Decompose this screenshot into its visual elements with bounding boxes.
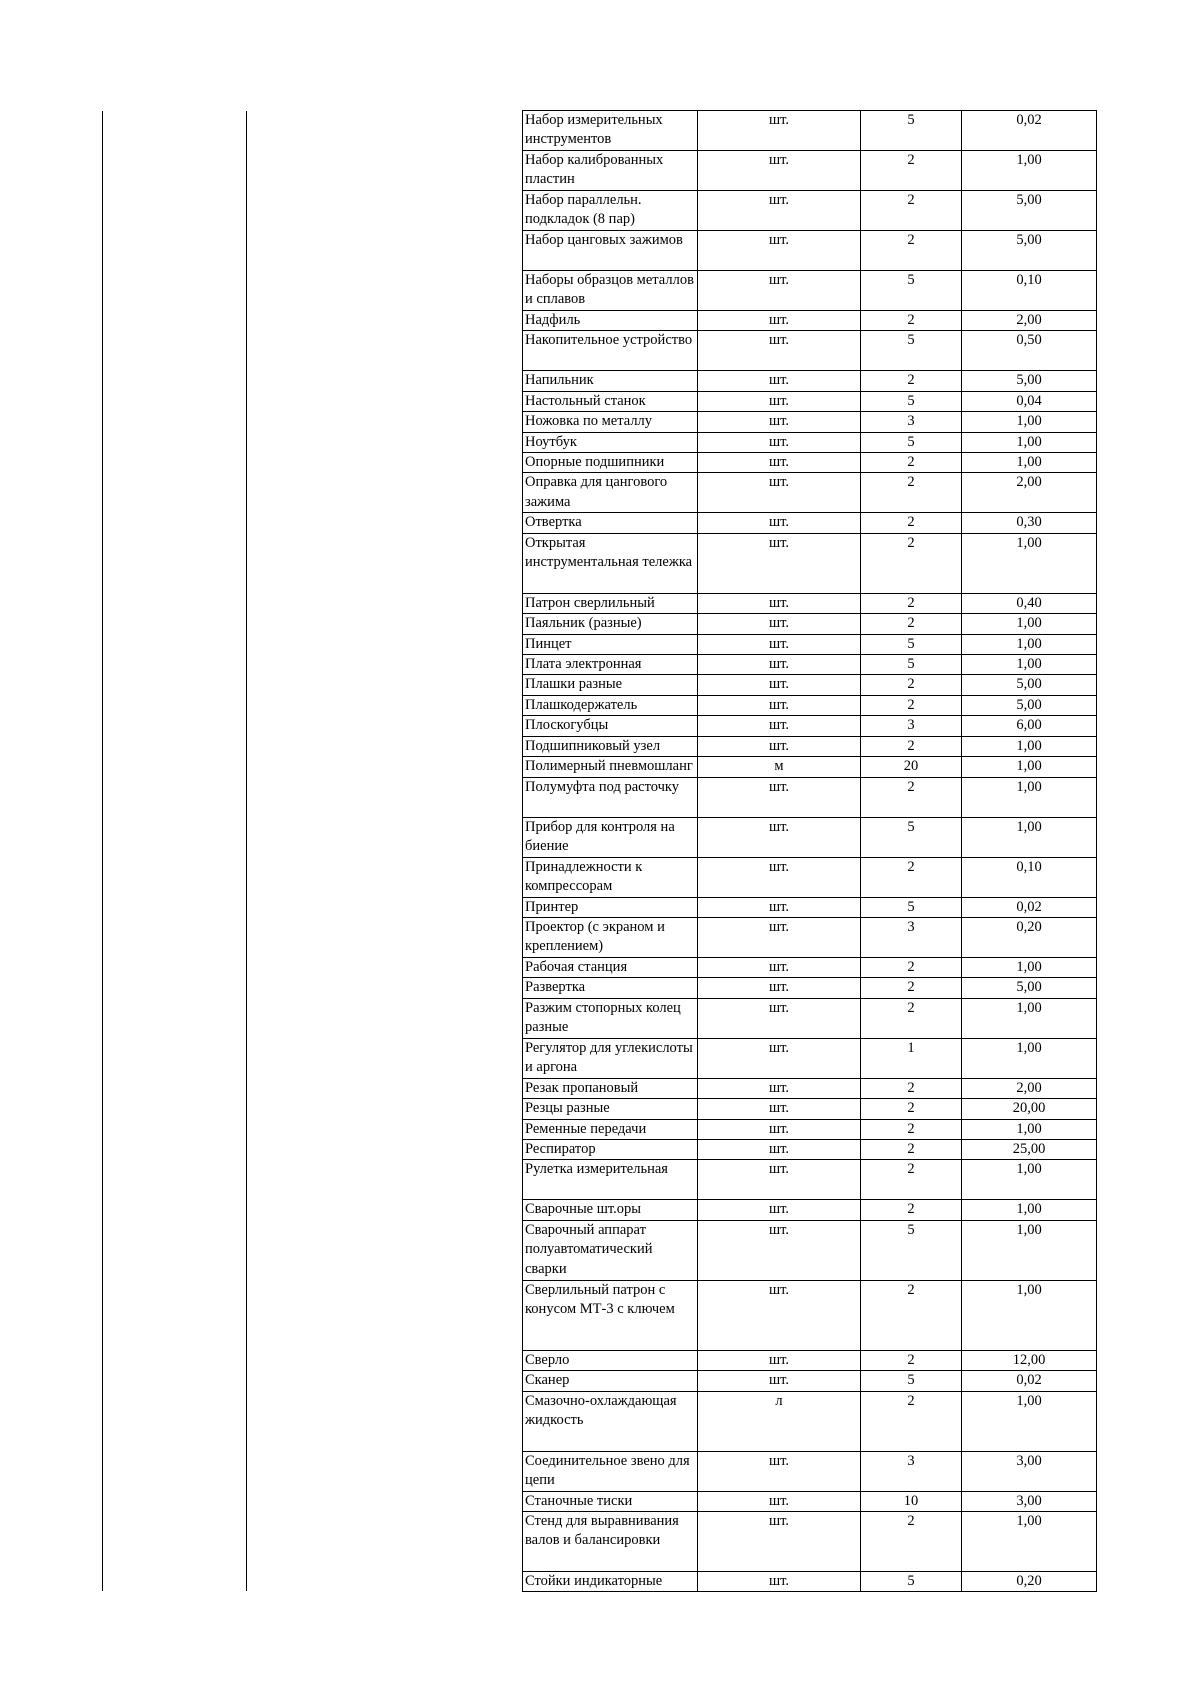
unit-cell: шт. (698, 1511, 861, 1571)
item-name-cell: Резак пропановый (523, 1078, 698, 1098)
table-row (523, 957, 1097, 977)
value-cell: 1,00 (962, 1200, 1097, 1220)
unit-cell: шт. (698, 432, 861, 452)
unit-cell: шт. (698, 1099, 861, 1119)
unit-cell: шт. (698, 1350, 861, 1370)
table-row (523, 634, 1097, 654)
unit-cell: шт. (698, 1220, 861, 1280)
quantity-cell: 5 (861, 1220, 962, 1280)
value-cell: 1,00 (962, 1391, 1097, 1451)
unit-cell: шт. (698, 1160, 861, 1200)
quantity-cell: 10 (861, 1491, 962, 1511)
quantity-cell: 5 (861, 432, 962, 452)
quantity-cell: 2 (861, 453, 962, 473)
unit-cell: шт. (698, 412, 861, 432)
unit-cell: шт. (698, 817, 861, 857)
item-name-cell: Опорные подшипники (523, 453, 698, 473)
quantity-cell: 5 (861, 271, 962, 311)
quantity-cell: 2 (861, 1280, 962, 1350)
item-name-cell: Проектор (с экраном и креплением) (523, 917, 698, 957)
unit-cell: шт. (698, 1280, 861, 1350)
table-row (523, 453, 1097, 473)
item-name-cell: Напильник (523, 371, 698, 391)
value-cell: 5,00 (962, 695, 1097, 715)
value-cell: 0,02 (962, 1371, 1097, 1391)
value-cell: 0,04 (962, 391, 1097, 411)
quantity-cell: 2 (861, 978, 962, 998)
table-row (523, 271, 1097, 311)
table-row (523, 111, 1097, 151)
table-row (523, 1280, 1097, 1350)
table-row (523, 817, 1097, 857)
quantity-cell: 2 (861, 857, 962, 897)
quantity-cell: 2 (861, 614, 962, 634)
unit-cell: шт. (698, 777, 861, 817)
item-name-cell: Набор параллельн. подкладок (8 пар) (523, 191, 698, 231)
value-cell: 5,00 (962, 231, 1097, 271)
item-name-cell: Принадлежности к компрессорам (523, 857, 698, 897)
value-cell: 1,00 (962, 533, 1097, 593)
value-cell: 1,00 (962, 412, 1097, 432)
unit-cell: шт. (698, 634, 861, 654)
unit-cell: шт. (698, 1200, 861, 1220)
unit-cell: шт. (698, 593, 861, 613)
quantity-cell: 2 (861, 695, 962, 715)
table-row (523, 473, 1097, 513)
item-name-cell: Оправка для цангового зажима (523, 473, 698, 513)
quantity-cell: 3 (861, 716, 962, 736)
unit-cell: шт. (698, 1078, 861, 1098)
item-name-cell: Ножовка по металлу (523, 412, 698, 432)
unit-cell: шт. (698, 1139, 861, 1159)
item-name-cell: Резцы разные (523, 1099, 698, 1119)
value-cell: 3,00 (962, 1451, 1097, 1491)
table-row (523, 1078, 1097, 1098)
item-name-cell: Подшипниковый узел (523, 736, 698, 756)
value-cell: 1,00 (962, 432, 1097, 452)
item-name-cell: Соединительное звено для цепи (523, 1451, 698, 1491)
table-row (523, 1139, 1097, 1159)
table-row (523, 191, 1097, 231)
quantity-cell: 2 (861, 533, 962, 593)
item-name-cell: Ноутбук (523, 432, 698, 452)
quantity-cell: 20 (861, 757, 962, 777)
table-row (523, 1571, 1097, 1591)
item-name-cell: Отвертка (523, 513, 698, 533)
table-row (523, 593, 1097, 613)
table-row (523, 736, 1097, 756)
value-cell: 5,00 (962, 191, 1097, 231)
item-name-cell: Полимерный пневмошланг (523, 757, 698, 777)
unit-cell: шт. (698, 1451, 861, 1491)
table-row (523, 1511, 1097, 1571)
unit-cell: шт. (698, 736, 861, 756)
value-cell: 0,20 (962, 1571, 1097, 1591)
value-cell: 0,30 (962, 513, 1097, 533)
quantity-cell: 5 (861, 1371, 962, 1391)
value-cell: 1,00 (962, 614, 1097, 634)
value-cell: 1,00 (962, 1038, 1097, 1078)
quantity-cell: 2 (861, 513, 962, 533)
value-cell: 2,00 (962, 311, 1097, 331)
quantity-cell: 2 (861, 1160, 962, 1200)
table-row (523, 311, 1097, 331)
item-name-cell: Настольный станок (523, 391, 698, 411)
value-cell: 1,00 (962, 736, 1097, 756)
table-row (523, 777, 1097, 817)
equipment-table (522, 110, 1097, 1592)
item-name-cell: Респиратор (523, 1139, 698, 1159)
item-name-cell: Разжим стопорных колец разные (523, 998, 698, 1038)
value-cell: 0,02 (962, 897, 1097, 917)
unit-cell: шт. (698, 857, 861, 897)
quantity-cell: 2 (861, 777, 962, 817)
quantity-cell: 2 (861, 473, 962, 513)
table-row (523, 857, 1097, 897)
quantity-cell: 2 (861, 957, 962, 977)
table-row (523, 897, 1097, 917)
value-cell: 6,00 (962, 716, 1097, 736)
unit-cell: шт. (698, 391, 861, 411)
unit-cell: шт. (698, 897, 861, 917)
unit-cell: шт. (698, 1491, 861, 1511)
table-row (523, 1350, 1097, 1370)
value-cell: 12,00 (962, 1350, 1097, 1370)
item-name-cell: Плашкодержатель (523, 695, 698, 715)
table-row (523, 978, 1097, 998)
item-name-cell: Патрон сверлильный (523, 593, 698, 613)
item-name-cell: Открытая инструментальная тележка (523, 533, 698, 593)
item-name-cell: Плашки разные (523, 675, 698, 695)
unit-cell: шт. (698, 371, 861, 391)
value-cell: 2,00 (962, 473, 1097, 513)
unit-cell: шт. (698, 614, 861, 634)
value-cell: 0,10 (962, 857, 1097, 897)
value-cell: 1,00 (962, 1119, 1097, 1139)
left-column-border (102, 111, 103, 1591)
quantity-cell: 2 (861, 191, 962, 231)
quantity-cell: 5 (861, 634, 962, 654)
item-name-cell: Плата электронная (523, 655, 698, 675)
unit-cell: шт. (698, 111, 861, 151)
quantity-cell: 2 (861, 1391, 962, 1451)
value-cell: 0,20 (962, 917, 1097, 957)
value-cell: 0,10 (962, 271, 1097, 311)
quantity-cell: 2 (861, 1200, 962, 1220)
value-cell: 3,00 (962, 1491, 1097, 1511)
quantity-cell: 2 (861, 1119, 962, 1139)
value-cell: 1,00 (962, 151, 1097, 191)
unit-cell: шт. (698, 716, 861, 736)
item-name-cell: Принтер (523, 897, 698, 917)
item-name-cell: Сканер (523, 1371, 698, 1391)
unit-cell: шт. (698, 1371, 861, 1391)
item-name-cell: Станочные тиски (523, 1491, 698, 1511)
quantity-cell: 2 (861, 311, 962, 331)
table-row (523, 151, 1097, 191)
value-cell: 1,00 (962, 998, 1097, 1038)
unit-cell: шт. (698, 675, 861, 695)
quantity-cell: 3 (861, 412, 962, 432)
table-row (523, 1451, 1097, 1491)
table-row (523, 695, 1097, 715)
unit-cell: шт. (698, 331, 861, 371)
table-row (523, 371, 1097, 391)
unit-cell: шт. (698, 311, 861, 331)
value-cell: 2,00 (962, 1078, 1097, 1098)
quantity-cell: 5 (861, 655, 962, 675)
unit-cell: л (698, 1391, 861, 1451)
quantity-cell: 2 (861, 998, 962, 1038)
quantity-cell: 2 (861, 1078, 962, 1098)
value-cell: 1,00 (962, 655, 1097, 675)
table-row (523, 614, 1097, 634)
quantity-cell: 5 (861, 897, 962, 917)
unit-cell: шт. (698, 998, 861, 1038)
value-cell: 1,00 (962, 777, 1097, 817)
middle-column-border (246, 111, 247, 1591)
item-name-cell: Стенд для выравнивания валов и балансировки (523, 1511, 698, 1571)
unit-cell: шт. (698, 271, 861, 311)
value-cell: 1,00 (962, 1511, 1097, 1571)
value-cell: 20,00 (962, 1099, 1097, 1119)
unit-cell: шт. (698, 533, 861, 593)
item-name-cell: Плоскогубцы (523, 716, 698, 736)
item-name-cell: Паяльник (разные) (523, 614, 698, 634)
quantity-cell: 2 (861, 593, 962, 613)
quantity-cell: 1 (861, 1038, 962, 1078)
unit-cell: шт. (698, 513, 861, 533)
item-name-cell: Регулятор для углекислоты и аргона (523, 1038, 698, 1078)
table-row (523, 1119, 1097, 1139)
item-name-cell: Набор цанговых зажимов (523, 231, 698, 271)
value-cell: 0,02 (962, 111, 1097, 151)
quantity-cell: 2 (861, 371, 962, 391)
quantity-cell: 5 (861, 111, 962, 151)
table-row (523, 917, 1097, 957)
table-row (523, 1391, 1097, 1451)
value-cell: 0,50 (962, 331, 1097, 371)
table-row (523, 1371, 1097, 1391)
table-row (523, 655, 1097, 675)
table-row (523, 1038, 1097, 1078)
table-row (523, 998, 1097, 1038)
unit-cell: шт. (698, 978, 861, 998)
table-row (523, 1200, 1097, 1220)
table-row (523, 1099, 1097, 1119)
unit-cell: шт. (698, 191, 861, 231)
unit-cell: м (698, 757, 861, 777)
quantity-cell: 3 (861, 917, 962, 957)
quantity-cell: 5 (861, 1571, 962, 1591)
unit-cell: шт. (698, 655, 861, 675)
quantity-cell: 5 (861, 331, 962, 371)
unit-cell: шт. (698, 1571, 861, 1591)
quantity-cell: 2 (861, 1099, 962, 1119)
table-row (523, 1220, 1097, 1280)
value-cell: 5,00 (962, 675, 1097, 695)
quantity-cell: 2 (861, 736, 962, 756)
item-name-cell: Сверлильный патрон с конусом МТ-3 с ключем (523, 1280, 698, 1350)
item-name-cell: Наборы образцов металлов и сплавов (523, 271, 698, 311)
unit-cell: шт. (698, 1038, 861, 1078)
quantity-cell: 5 (861, 391, 962, 411)
unit-cell: шт. (698, 1119, 861, 1139)
value-cell: 1,00 (962, 1280, 1097, 1350)
equipment-table-body (523, 111, 1097, 1592)
item-name-cell: Стойки индикаторные (523, 1571, 698, 1591)
table-row (523, 331, 1097, 371)
quantity-cell: 2 (861, 1139, 962, 1159)
table-row (523, 1160, 1097, 1200)
table-row (523, 533, 1097, 593)
item-name-cell: Смазочно-охлаждающая жидкость (523, 1391, 698, 1451)
value-cell: 0,40 (962, 593, 1097, 613)
item-name-cell: Сварочный аппарат полуавтоматический сварки (523, 1220, 698, 1280)
quantity-cell: 2 (861, 1350, 962, 1370)
item-name-cell: Рабочая станция (523, 957, 698, 977)
value-cell: 1,00 (962, 1160, 1097, 1200)
value-cell: 1,00 (962, 817, 1097, 857)
item-name-cell: Накопительное устройство (523, 331, 698, 371)
unit-cell: шт. (698, 151, 861, 191)
item-name-cell: Полумуфта под расточку (523, 777, 698, 817)
quantity-cell: 3 (861, 1451, 962, 1491)
item-name-cell: Набор измерительных инструментов (523, 111, 698, 151)
value-cell: 5,00 (962, 371, 1097, 391)
table-row (523, 757, 1097, 777)
value-cell: 25,00 (962, 1139, 1097, 1159)
table-row (523, 391, 1097, 411)
value-cell: 1,00 (962, 757, 1097, 777)
table-row (523, 716, 1097, 736)
item-name-cell: Сварочные шт.оры (523, 1200, 698, 1220)
item-name-cell: Прибор для контроля на биение (523, 817, 698, 857)
unit-cell: шт. (698, 231, 861, 271)
item-name-cell: Надфиль (523, 311, 698, 331)
value-cell: 1,00 (962, 1220, 1097, 1280)
item-name-cell: Развертка (523, 978, 698, 998)
value-cell: 1,00 (962, 634, 1097, 654)
unit-cell: шт. (698, 695, 861, 715)
unit-cell: шт. (698, 473, 861, 513)
item-name-cell: Сверло (523, 1350, 698, 1370)
item-name-cell: Набор калиброванных пластин (523, 151, 698, 191)
item-name-cell: Ременные передачи (523, 1119, 698, 1139)
value-cell: 1,00 (962, 453, 1097, 473)
unit-cell: шт. (698, 917, 861, 957)
item-name-cell: Пинцет (523, 634, 698, 654)
table-row (523, 1491, 1097, 1511)
value-cell: 1,00 (962, 957, 1097, 977)
quantity-cell: 5 (861, 817, 962, 857)
unit-cell: шт. (698, 453, 861, 473)
value-cell: 5,00 (962, 978, 1097, 998)
table-row (523, 432, 1097, 452)
unit-cell: шт. (698, 957, 861, 977)
quantity-cell: 2 (861, 675, 962, 695)
quantity-cell: 2 (861, 231, 962, 271)
table-row (523, 412, 1097, 432)
table-row (523, 513, 1097, 533)
item-name-cell: Рулетка измерительная (523, 1160, 698, 1200)
quantity-cell: 2 (861, 151, 962, 191)
quantity-cell: 2 (861, 1511, 962, 1571)
table-row (523, 231, 1097, 271)
table-row (523, 675, 1097, 695)
